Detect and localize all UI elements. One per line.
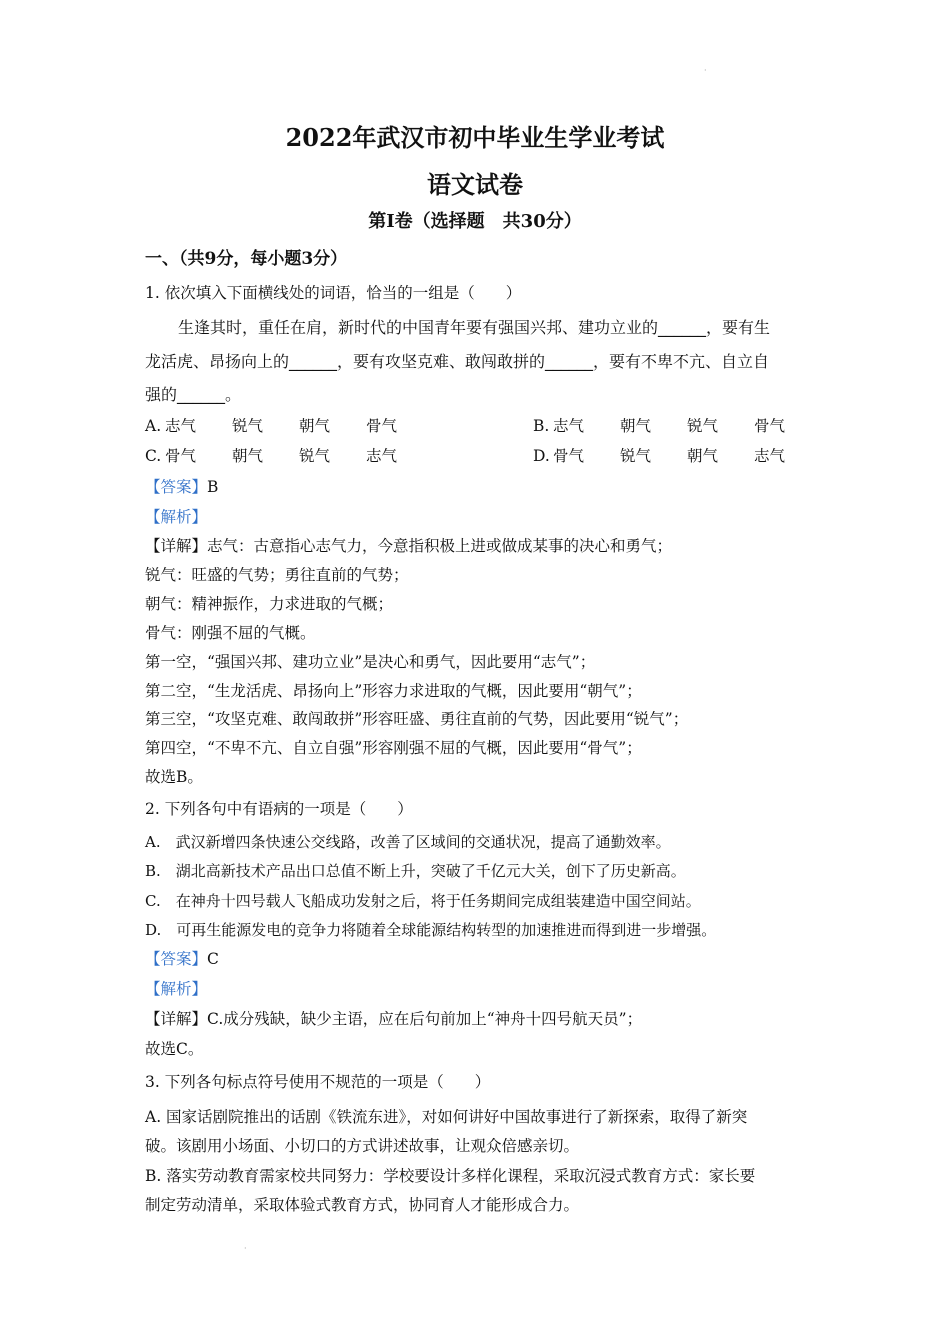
q1-detail-line: 第一空，“强国兴邦、建功立业”是决心和勇气，因此要用“志气”；	[145, 653, 596, 671]
q2-detail: 【详解】C.成分残缺，缺少主语，应在后句前加上“神舟十四号航天员”；	[145, 1010, 643, 1028]
footer-dot: ·	[244, 1244, 247, 1253]
detail-tag: 【详解】	[145, 1010, 208, 1028]
volume-heading: 第Ⅰ卷（选择题 共30分）	[368, 211, 582, 232]
exam-subtitle: 语文试卷	[427, 170, 523, 199]
q2-option: A. 武汉新增四条快速公交线路，改善了区域间的交通状况，提高了通勤效率。	[145, 833, 671, 851]
q1-detail-line: 故选B。	[145, 768, 203, 786]
q3-option-a-line: A. 国家话剧院推出的话剧《铁流东进》，对如何讲好中国故事进行了新探索，取得了新突	[145, 1108, 748, 1126]
q3-option-b-line: 制定劳动清单，采取体验式教育方式，协同育人才能形成合力。	[145, 1196, 580, 1214]
q2-option: B. 湖北高新技术产品出口总值不断上升，突破了千亿元大关，创下了历史新高。	[145, 862, 686, 880]
q1-detail-line: 第二空，“生龙活虎、昂扬向上”形容力求进取的气概，因此要用“朝气”；	[145, 682, 642, 700]
q3-stem: 3. 下列各句标点符号使用不规范的一项是（ ）	[145, 1073, 491, 1091]
q2-option: D. 可再生能源发电的竞争力将随着全球能源结构转型的加速推进而得到进一步增强。	[145, 921, 717, 939]
q1-detail: 【详解】志气：古意指心志气力，今意指积极上进或做成某事的决心和勇气；	[145, 537, 673, 555]
detail-tag: 【详解】	[145, 537, 208, 555]
q1-option-d: D. 骨气 锐气 朝气 志气	[533, 447, 786, 465]
q1-passage-line: 强的______。	[145, 385, 242, 404]
q1-option-b: B. 志气 朝气 锐气 骨气	[533, 417, 786, 435]
q2-answer	[145, 947, 219, 969]
q2-stem: 2. 下列各句中有语病的一项是（ ）	[145, 800, 413, 818]
exam-title: 2022年武汉市初中毕业生学业考试	[285, 123, 665, 152]
q1-passage-line: 龙活虎、昂扬向上的______，要有攻坚克难、敢闯敢拼的______，要有不卑不亢、自立自	[145, 352, 770, 371]
answer-value: C	[207, 950, 219, 968]
answer-value: B	[207, 478, 219, 496]
q1-option-a: A. 志气 锐气 朝气 骨气	[145, 417, 398, 435]
q1-detail-line: 朝气：精神振作，力求进取的气概；	[145, 595, 394, 613]
q1-stem: 1. 依次填入下面横线处的词语，恰当的一组是（ ）	[145, 284, 522, 302]
answer-tag: 【答案】	[145, 950, 208, 968]
q1-detail-line: 第三空，“攻坚克难、敢闯敢拼”形容旺盛、勇往直前的气势，因此要用“锐气”；	[145, 710, 689, 728]
q3-option-a-line: 破。该剧用小场面、小切口的方式讲述故事，让观众倍感亲切。	[145, 1137, 580, 1155]
q3-option-b-line: B. 落实劳动教育需家校共同努力：学校要设计多样化课程，采取沉浸式教育方式：家长要	[145, 1167, 756, 1185]
q1-detail-line: 锐气：旺盛的气势；勇往直前的气势；	[145, 566, 409, 584]
q1-detail-line: 骨气：刚强不屈的气概。	[145, 624, 316, 642]
q1-passage-line: 生逢其时，重任在肩，新时代的中国青年要有强国兴邦、建功立业的______，要有生	[178, 318, 771, 337]
q1-analysis-tag: 【解析】	[145, 508, 208, 526]
q1-detail-line: 第四空，“不卑不亢、自立自强”形容刚强不屈的气概，因此要用“骨气”；	[145, 739, 642, 757]
q1-option-c: C. 骨气 朝气 锐气 志气	[145, 447, 398, 465]
q2-detail-line: 故选C。	[145, 1040, 204, 1058]
q2-analysis-tag: 【解析】	[145, 980, 208, 998]
corner-dot: ·	[704, 66, 707, 75]
q2-option: C. 在神舟十四号载人飞船成功发射之后，将于任务期间完成组装建造中国空间站。	[145, 892, 701, 910]
section-heading: 一、（共9分，每小题3分）	[145, 249, 348, 269]
answer-tag: 【答案】	[145, 478, 208, 496]
q1-answer	[145, 475, 218, 497]
